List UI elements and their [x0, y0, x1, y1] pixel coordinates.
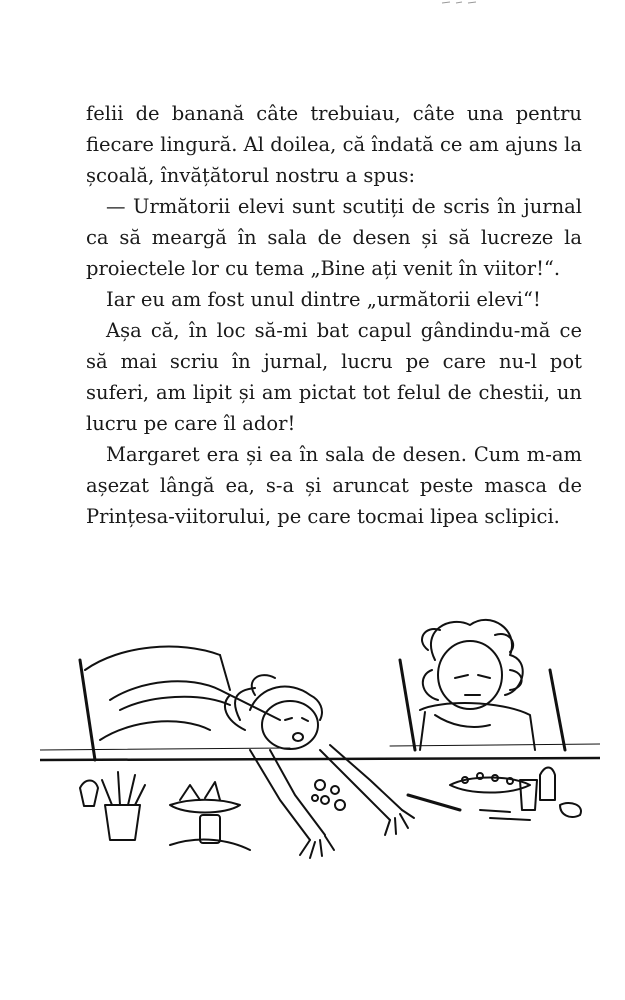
paragraph-4: Așa că, în loc să-mi bat capul gândindu-mă ce să mai scriu în jurnal, lucru pe care nu-l pot suferi, am lipit și am pictat tot felul de chestii, un lucru pe care îl ador!: [86, 319, 582, 435]
page-text: [86, 98, 582, 532]
drawing-girls-at-art-table-icon: [40, 600, 600, 900]
paragraph-2: — Următorii elevi sunt scutiți de scris în jurnal ca să meargă în sala de desen și să lucreze la proiectele lor cu tema „Bine ați venit în viitor!“.: [86, 195, 582, 280]
paragraph-5: Margaret era și ea în sala de desen. Cum m-am așezat lângă ea, s-a și aruncat peste masca de Prințesa-viitorului, pe care tocmai lipea sclipici.: [86, 443, 582, 528]
paragraph-1: felii de banană câte trebuiau, câte una pentru fiecare lingură. Al doilea, că îndată ce am ajuns la școală, învățătorul nostru a spus:: [86, 102, 582, 187]
page-edge-mark: [440, 0, 480, 6]
paragraph-3: Iar eu am fost unul dintre „următorii elevi“!: [106, 288, 541, 311]
